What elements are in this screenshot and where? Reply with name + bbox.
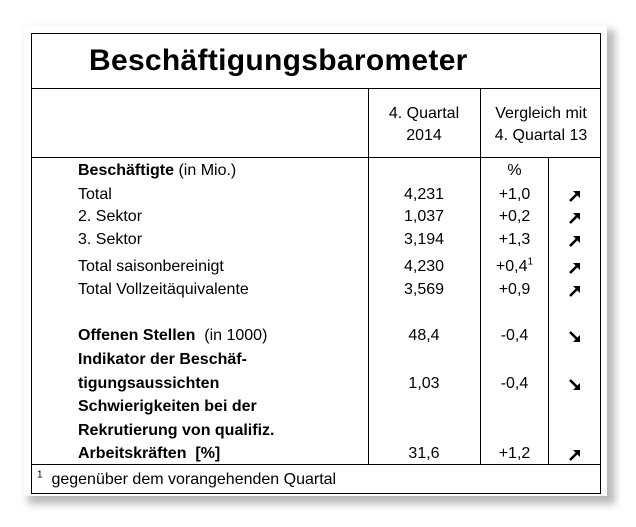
- row-value: 3,194: [403, 231, 445, 248]
- difficulties-label-line3: Arbeitskräften [%]: [78, 445, 221, 462]
- header-compare-line2: 4. Quartal 13: [494, 127, 588, 144]
- arrow-up-right-icon: [568, 234, 582, 248]
- row-label: Total: [78, 186, 112, 203]
- open-positions-unit: (in 1000): [195, 327, 268, 344]
- footnote-number: 1: [37, 469, 43, 481]
- arrow-down-right-icon: [568, 378, 582, 392]
- indicator-label-line1: Indikator der Beschäf-: [78, 351, 247, 368]
- row-label: 3. Sektor: [78, 231, 143, 248]
- open-positions-bold: Offenen Stellen: [78, 327, 196, 344]
- indicator-change: -0,4: [500, 375, 529, 392]
- row-change: +0,9: [498, 281, 531, 298]
- column-divider-3: [548, 157, 549, 464]
- footnote: [37, 470, 336, 490]
- row-value: 1,037: [403, 208, 445, 225]
- row-value: 4,230: [403, 258, 445, 275]
- difficulties-value: 31,6: [408, 445, 440, 462]
- row-change-value: +0,4: [495, 258, 528, 275]
- row-change: +1,0: [498, 186, 531, 203]
- row-value: 4,231: [403, 186, 445, 203]
- footnote-text: gegenüber dem vorangehenden Quartal: [42, 471, 337, 488]
- difficulties-change: +1,2: [498, 445, 531, 462]
- row-change: [481, 257, 548, 277]
- header-divider: [31, 157, 601, 158]
- row-change: +0,2: [498, 208, 531, 225]
- row-label: 2. Sektor: [78, 208, 143, 225]
- header-quarter-line2: 2014: [406, 127, 442, 144]
- section-employed-bold: Beschäftigte: [78, 162, 175, 179]
- percent-sign: %: [507, 162, 522, 179]
- section-employed-unit: (in Mio.): [174, 162, 237, 179]
- open-positions-label: [78, 326, 267, 346]
- row-change: +1,3: [498, 231, 531, 248]
- page-title: Beschäftigungsbarometer: [89, 44, 468, 77]
- open-positions-value: 48,4: [408, 327, 440, 344]
- indicator-value: 1,03: [408, 375, 440, 392]
- row-label: Total saisonbereinigt: [78, 258, 224, 275]
- arrow-up-right-icon: [568, 211, 582, 225]
- header-quarter-line1: 4. Quartal: [388, 105, 460, 122]
- open-positions-change: -0,4: [500, 327, 529, 344]
- arrow-down-right-icon: [568, 330, 582, 344]
- header-compare-line1: Vergleich mit: [495, 105, 587, 122]
- footnote-mark: 1: [527, 256, 534, 268]
- row-value: 3,569: [403, 281, 445, 298]
- footnote-divider: [31, 464, 601, 465]
- difficulties-label-line2: Rekrutierung von qualifiz.: [78, 422, 275, 439]
- row-label: Total Vollzeitäquivalente: [78, 281, 249, 298]
- title-divider: [31, 88, 601, 89]
- difficulties-label-line1: Schwierigkeiten bei der: [78, 398, 257, 415]
- indicator-label-line2: tigungsaussichten: [78, 375, 220, 392]
- arrow-up-right-icon: [568, 448, 582, 462]
- arrow-up-right-icon: [568, 261, 582, 275]
- arrow-up-right-icon: [568, 189, 582, 203]
- arrow-up-right-icon: [568, 284, 582, 298]
- section-employed-label: [78, 161, 236, 181]
